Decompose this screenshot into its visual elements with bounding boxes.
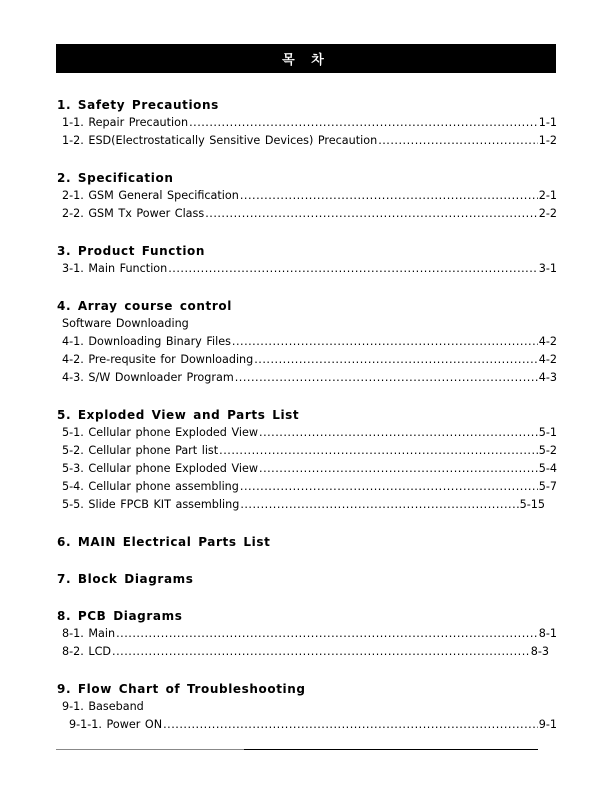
dot-leader [232, 333, 538, 351]
entry-label: 8-2. LCD [62, 645, 112, 658]
entry-page: 5-7 [538, 480, 557, 493]
entry-page: 4-3 [538, 371, 557, 384]
dot-leader [240, 496, 518, 514]
entry-page: 9-1 [538, 718, 557, 731]
toc-entry[interactable] [57, 716, 557, 734]
dot-leader [378, 132, 538, 150]
dot-leader [163, 716, 538, 734]
toc-entry[interactable] [57, 351, 557, 369]
entry-page: 5-2 [538, 444, 557, 457]
entry-label: 5-3. Cellular phone Exploded View [62, 462, 259, 475]
entry-page: 3-1 [538, 262, 557, 275]
section-title: 1. Safety Precautions [57, 98, 219, 112]
entry-page: 4-2 [538, 353, 557, 366]
entry-page: 2-1 [538, 189, 557, 202]
dot-leader [259, 460, 538, 478]
toc-entry[interactable] [57, 442, 557, 460]
section-title: 2. Specification [57, 171, 174, 185]
entry-page: 4-2 [538, 335, 557, 348]
section-title: 4. Array course control [57, 299, 232, 313]
toc-entry[interactable] [57, 460, 557, 478]
section-title: 5. Exploded View and Parts List [57, 408, 300, 422]
entry-page: 2-2 [538, 207, 557, 220]
dot-leader [112, 643, 530, 661]
entry-page: 5-15 [519, 498, 545, 511]
entry-page: 1-1 [538, 116, 557, 129]
dot-leader [259, 424, 538, 442]
entry-label: 5-1. Cellular phone Exploded View [62, 426, 259, 439]
toc-title-bar [56, 44, 556, 73]
dot-leader [219, 442, 538, 460]
footer-rule-accent [244, 749, 538, 750]
section-subheading: Software Downloading [62, 317, 189, 330]
entry-page: 5-4 [538, 462, 557, 475]
toc-entry[interactable] [57, 333, 557, 351]
dot-leader [205, 205, 538, 223]
toc-entry[interactable] [57, 643, 557, 661]
entry-page: 5-1 [538, 426, 557, 439]
toc-entry[interactable] [57, 205, 557, 223]
toc-entry[interactable] [57, 114, 557, 132]
entry-label: 1-2. ESD(Electrostatically Sensitive Devices) Precaution [62, 134, 378, 147]
section-subheading: 9-1. Baseband [62, 700, 144, 713]
section-title: 6. MAIN Electrical Parts List [57, 535, 271, 549]
section-title: 9. Flow Chart of Troubleshooting [57, 682, 306, 696]
entry-label: 9-1-1. Power ON [69, 718, 163, 731]
toc-entry[interactable] [57, 369, 557, 387]
entry-label: 1-1. Repair Precaution [62, 116, 189, 129]
entry-page: 1-2 [538, 134, 557, 147]
dot-leader [168, 260, 537, 278]
entry-label: 2-2. GSM Tx Power Class [62, 207, 205, 220]
dot-leader [116, 625, 538, 643]
entry-label: 4-1. Downloading Binary Files [62, 335, 231, 348]
section-title: 8. PCB Diagrams [57, 609, 183, 623]
entry-label: 2-1. GSM General Specification [62, 189, 239, 202]
toc-entry[interactable] [57, 260, 557, 278]
entry-page: 8-1 [538, 627, 557, 640]
entry-page: 8-3 [530, 645, 549, 658]
entry-label: 3-1. Main Function [62, 262, 168, 275]
toc-entry[interactable] [57, 625, 557, 643]
entry-label: 5-5. Slide FPCB KIT assembling [62, 498, 240, 511]
toc-title: 목 차 [282, 53, 330, 68]
entry-label: 5-4. Cellular phone assembling [62, 480, 239, 493]
dot-leader [235, 369, 538, 387]
dot-leader [254, 351, 537, 369]
table-of-contents [57, 96, 557, 734]
dot-leader [189, 114, 538, 132]
toc-entry[interactable] [57, 496, 557, 514]
dot-leader [240, 478, 538, 496]
section-title: 3. Product Function [57, 244, 206, 258]
section-title: 7. Block Diagrams [57, 572, 194, 586]
toc-entry[interactable] [57, 424, 557, 442]
toc-entry[interactable] [57, 132, 557, 150]
entry-label: 4-2. Pre-requsite for Downloading [62, 353, 254, 366]
dot-leader [240, 187, 538, 205]
entry-label: 8-1. Main [62, 627, 116, 640]
entry-label: 4-3. S/W Downloader Program [62, 371, 234, 384]
toc-entry[interactable] [57, 478, 557, 496]
entry-label: 5-2. Cellular phone Part list [62, 444, 219, 457]
toc-entry[interactable] [57, 187, 557, 205]
